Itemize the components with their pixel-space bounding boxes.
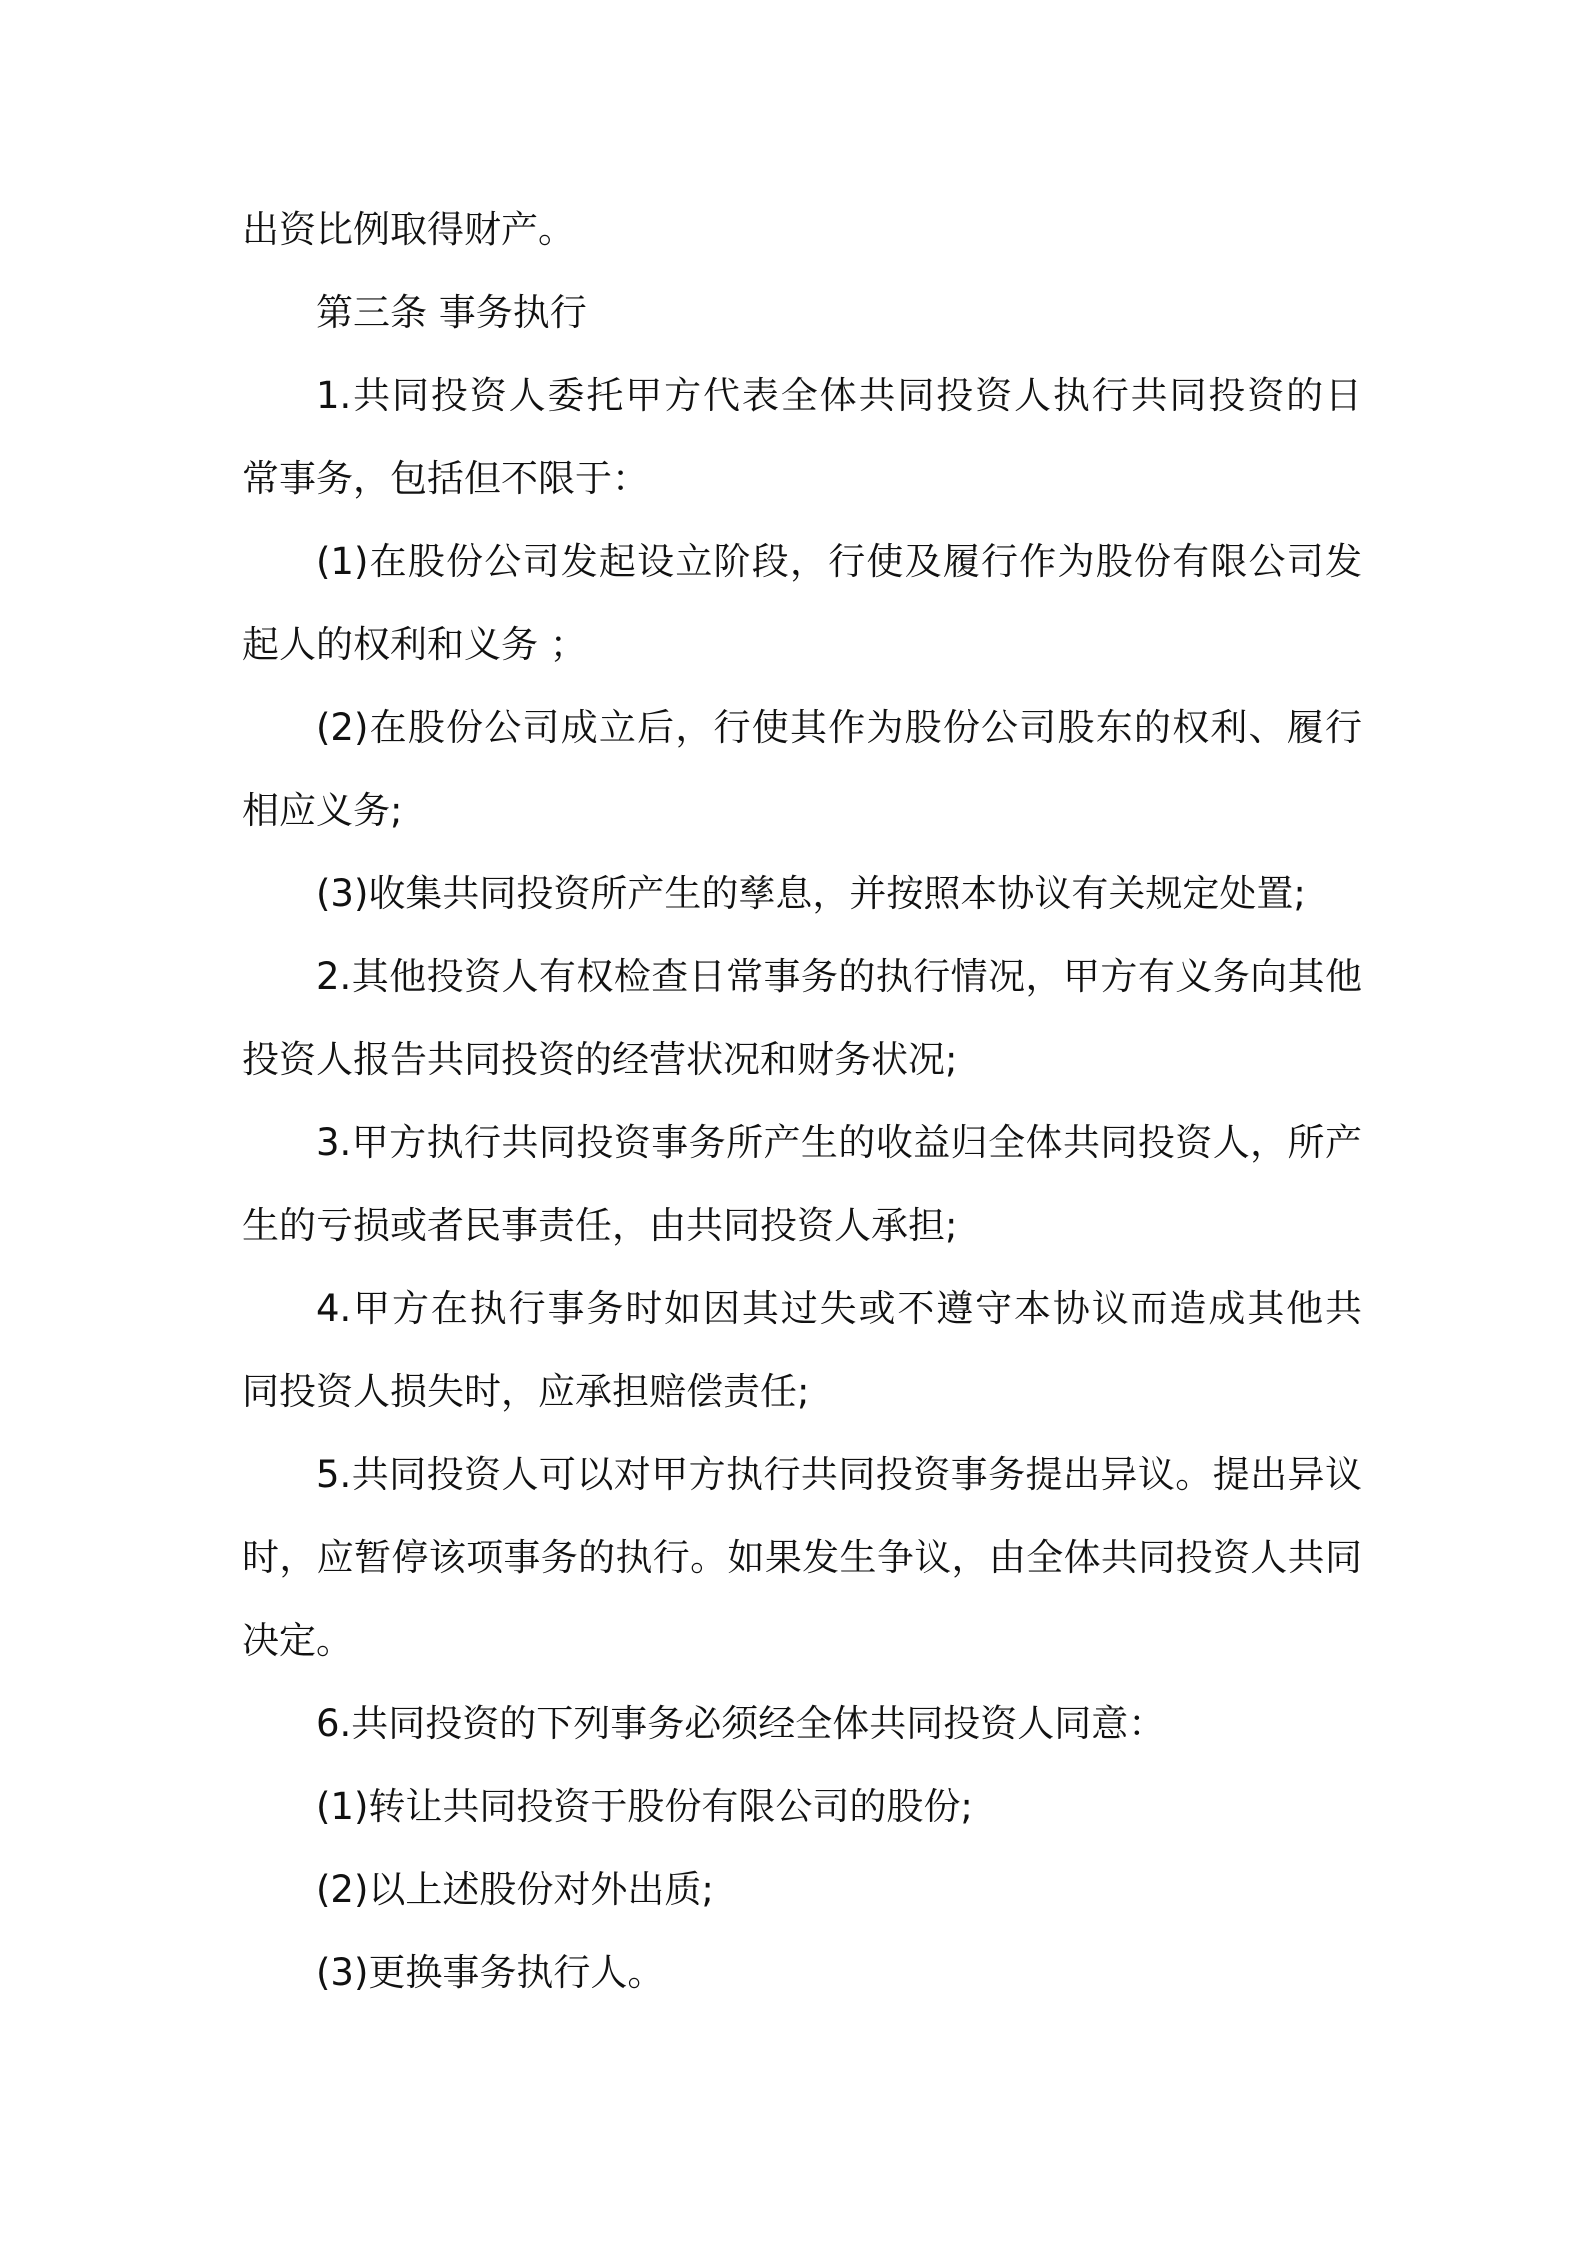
text-line: (3)收集共同投资所产生的孳息，并按照本协议有关规定处置; xyxy=(316,872,1306,915)
text-line: 时，应暂停该项事务的执行。如果发生争议，由全体共同投资人共同 xyxy=(242,1536,1362,1579)
text-line: 5.共同投资人可以对甲方执行共同投资事务提出异议。提出异议 xyxy=(316,1453,1362,1496)
text-line: (1)在股份公司发起设立阶段，行使及履行作为股份有限公司发 xyxy=(316,540,1362,583)
text-line: (1)转让共同投资于股份有限公司的股份; xyxy=(316,1785,973,1828)
text-line: 生的亏损或者民事责任，由共同投资人承担; xyxy=(242,1204,958,1247)
text-line: 相应义务; xyxy=(242,789,403,832)
text-line: (3)更换事务执行人。 xyxy=(316,1951,665,1994)
text-line: 1.共同投资人委托甲方代表全体共同投资人执行共同投资的日 xyxy=(316,374,1362,417)
text-line: 出资比例取得财产。 xyxy=(242,208,575,251)
text-line: 6.共同投资的下列事务必须经全体共同投资人同意： xyxy=(316,1702,1166,1745)
text-line: 同投资人损失时，应承担赔偿责任; xyxy=(242,1370,810,1413)
text-line: 常事务，包括但不限于： xyxy=(242,457,649,500)
text-line: 2.其他投资人有权检查日常事务的执行情况，甲方有义务向其他 xyxy=(316,955,1362,998)
text-line: 投资人报告共同投资的经营状况和财务状况; xyxy=(242,1038,958,1081)
text-line: 决定。 xyxy=(242,1619,353,1662)
text-line: 3.甲方执行共同投资事务所产生的收益归全体共同投资人，所产 xyxy=(316,1121,1362,1164)
text-line: 起人的权利和义务 ； xyxy=(242,623,587,666)
section-heading: 第三条 事务执行 xyxy=(316,291,587,334)
text-line: (2)以上述股份对外出质; xyxy=(316,1868,714,1911)
text-line: 4.甲方在执行事务时如因其过失或不遵守本协议而造成其他共 xyxy=(316,1287,1362,1330)
text-line: (2)在股份公司成立后，行使其作为股份公司股东的权利、履行 xyxy=(316,706,1362,749)
